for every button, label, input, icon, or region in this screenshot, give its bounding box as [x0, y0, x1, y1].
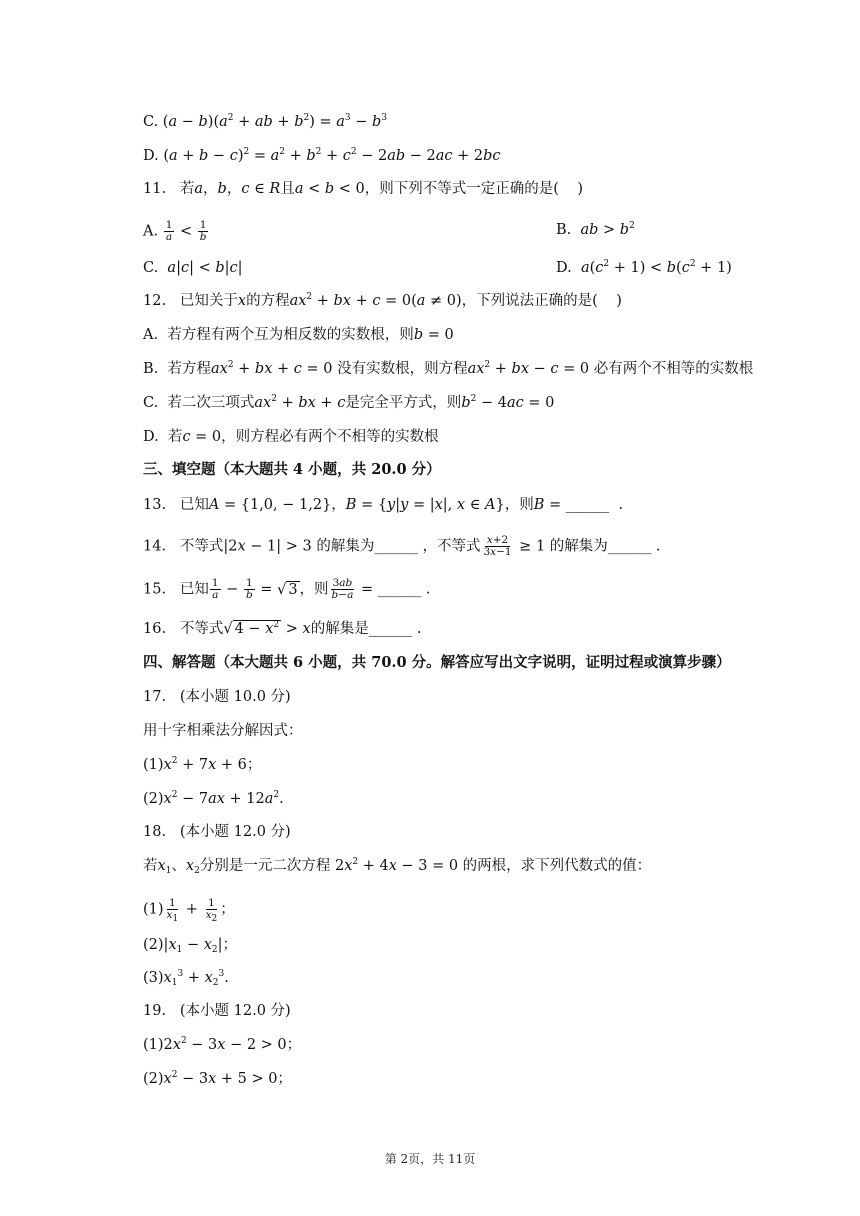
q19-heading: 19. (本小题 12.0 分)	[143, 1003, 291, 1019]
section-4-heading: 四、解答题（本大题共 6 小题，共 70.0 分。解答应写出文字说明，证明过程或演算步骤）	[143, 654, 731, 671]
q12-option-b: B. 若方程$ax^2$ + bx + c = 0 没有实数根，则方程$ax^2$ + bx − c = 0 必有两个不相等的实数根	[143, 360, 754, 377]
q11-options-ab: A. $\frac{1}{a}$ < $\frac{1}{b}$ B. ab > $b^2$	[143, 219, 635, 243]
section-3-heading: 三、填空题（本大题共 4 小题，共 20.0 分）	[143, 461, 441, 478]
q18-part-1: (1) $\frac{1}{x_1}$ + $\frac{1}{x_2}$ ；	[143, 897, 235, 924]
q13: 13. 已知A = {1,0, − 1,2}，B = {y|y = |x|, x ∈ A}，则B = ______ .	[143, 497, 624, 513]
q15: 15. 已知 $\frac{1}{a}$ − $\frac{1}{b}$ = √ 3 ，则 $\frac{3ab}{b-a}$ = ______ .	[143, 577, 431, 601]
q12-option-a: A. 若方程有两个互为相反数的实数根，则b = 0	[143, 327, 454, 343]
q18-part-3: $(3)x_1^3 + x_2^3$.	[143, 969, 229, 988]
q17-part-1: $(1)x^2 + 7x + 6$；	[143, 756, 262, 773]
q12-option-d: D. 若c = 0，则方程必有两个不相等的实数根	[143, 429, 439, 445]
q14: 14. 不等式|2x − 1| > 3 的解集为______ ，不等式 $\frac{x+2}{3x-1}$ ≥ 1 的解集为______ .	[143, 534, 661, 558]
q17-heading: 17. (本小题 10.0 分)	[143, 689, 291, 705]
q11-options-cd: C. a|c| < b|c| D. $a(c^2 + 1) < b(c^2 + 1)$	[143, 259, 732, 276]
q16: 16. 不等式√ $4 - x^2 > x$的解集是______ .	[143, 620, 422, 637]
q12-stem: 12. 已知关于x的方程$ax^2$ + bx + c = 0(a ≠ 0)，下列说法正确的是( )	[143, 292, 622, 309]
q19-part-1: $(1)2x^2 - 3x - 2 > 0$；	[143, 1036, 302, 1053]
q10-option-c: C. $(a - b)(a^2$ + ab + $b^2) = a^3 - b^3$	[143, 113, 388, 130]
q11-stem: 11. 若a，b，c ∈ R且a < b < 0，则下列不等式一定正确的是( )	[143, 181, 584, 197]
page-footer: 第 2页，共 11页	[384, 1152, 476, 1166]
q18-part-2: $(2)|x_1 - x_2|$；	[143, 937, 238, 955]
q17-instruction: 用十字相乘法分解因式：	[143, 723, 303, 739]
q17-part-2: $(2)x^2 - 7ax + 12a^2$.	[143, 790, 284, 807]
q18-heading: 18. (本小题 12.0 分)	[143, 824, 291, 840]
q12-option-c: C. 若二次三项式$ax^2$ + bx + c是完全平方式，则$b^2 - 4ac = 0$	[143, 394, 555, 411]
q19-part-2: $(2)x^2 - 3x + 5 > 0$；	[143, 1070, 292, 1087]
q18-instruction: 若$x_1$、$x_2$分别是一元二次方程 $2x^2 + 4x - 3 = 0$ 的两根，求下列代数式的值：	[143, 857, 652, 876]
q10-option-d: D. $(a + b - c)^2 = a^2 + b^2 + c^2 - 2ab - 2ac + 2bc$	[143, 147, 501, 164]
